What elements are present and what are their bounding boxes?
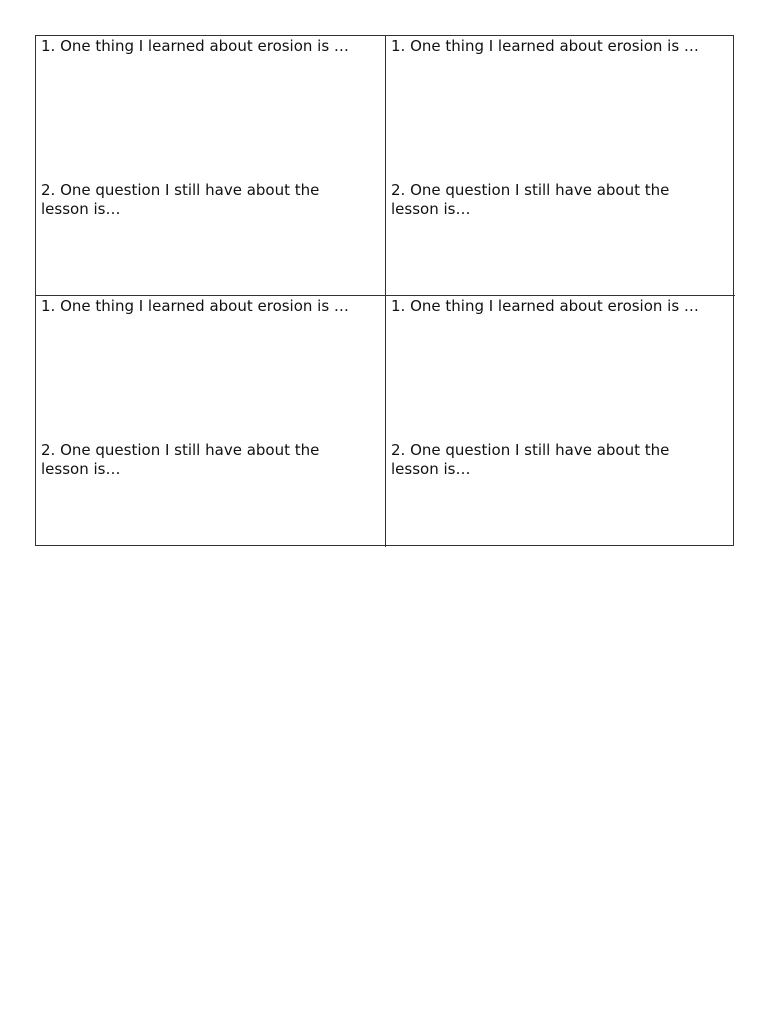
exit-ticket-grid <box>35 35 734 546</box>
exit-ticket-card <box>36 295 385 547</box>
learned-prompt: 1. One thing I learned about erosion is … <box>391 37 699 55</box>
question-prompt: 2. One question I still have about the lesson is… <box>391 441 670 478</box>
exit-ticket-card <box>385 36 735 295</box>
learned-prompt: 1. One thing I learned about erosion is … <box>41 37 349 55</box>
learned-prompt: 1. One thing I learned about erosion is … <box>391 297 699 315</box>
question-prompt: 2. One question I still have about the lesson is… <box>41 181 320 218</box>
exit-ticket-card <box>36 36 385 295</box>
question-prompt: 2. One question I still have about the lesson is… <box>41 441 320 478</box>
question-prompt: 2. One question I still have about the lesson is… <box>391 181 670 218</box>
exit-ticket-card <box>385 295 735 547</box>
learned-prompt: 1. One thing I learned about erosion is … <box>41 297 349 315</box>
